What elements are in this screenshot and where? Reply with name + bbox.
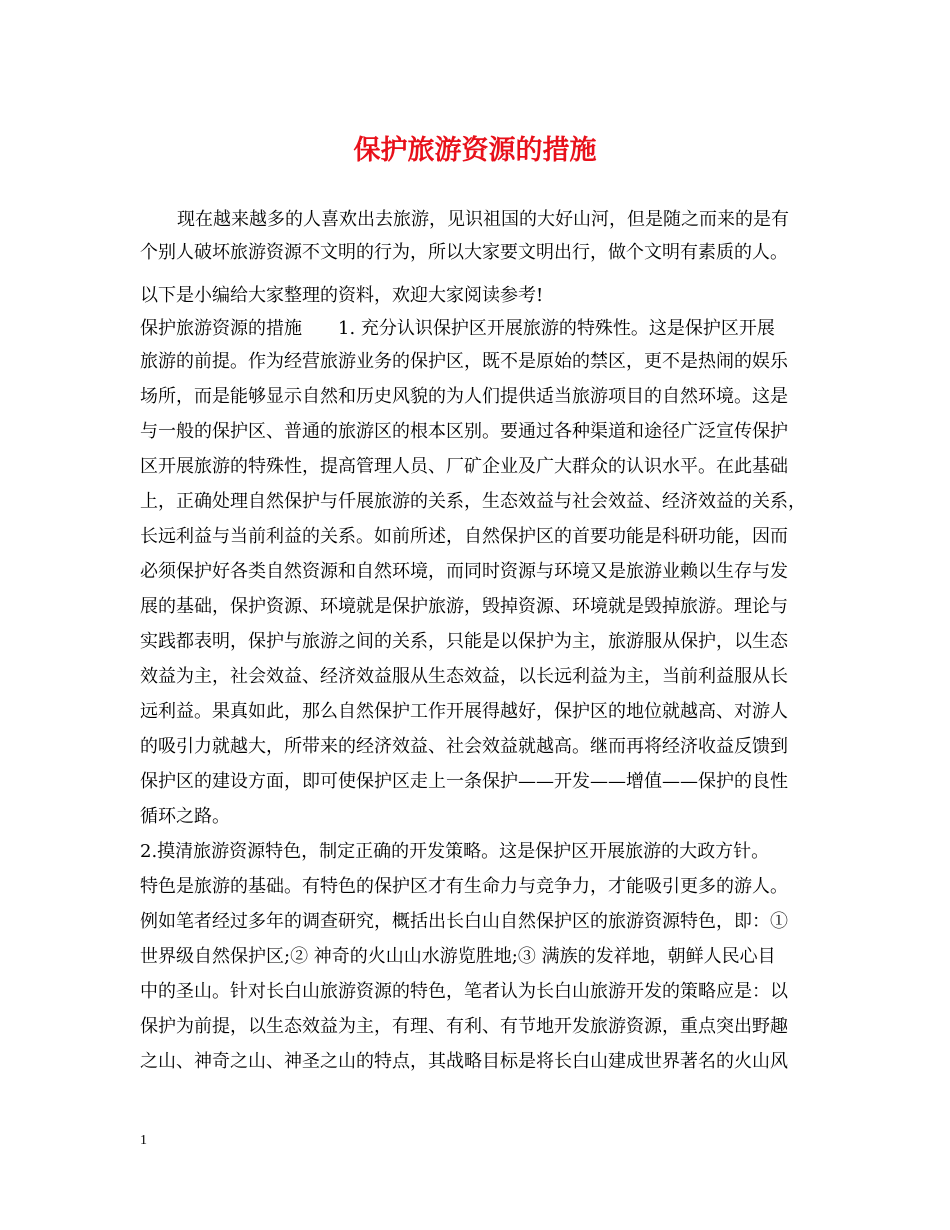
paragraph-line-19: 2.摸清旅游资源特色，制定正确的开发策略。这是保护区开展旅游的大政方针。 [140,841,770,862]
paragraph-line-25: 之山、神奇之山、神圣之山的特点，其战略目标是将长白山建成世界著名的火山风 [140,1051,788,1072]
paragraph-line-24: 保护为前提，以生态效益为主，有理、有利、有节地开发旅游资源，重点突出野趣 [140,1016,788,1037]
paragraph-line-15: 远利益。果真如此，那么自然保护工作开展得越好，保护区的地位就越高、对游人 [140,701,788,722]
page-number: 1 [140,1133,147,1148]
paragraph-line-8: 区开展旅游的特殊性，提高管理人员、厂矿企业及广大群众的认识水平。在此基础 [140,456,788,477]
paragraph-line-17: 保护区的建设方面，即可使保护区走上一条保护——开发——增值——保护的良性 [140,771,788,792]
paragraph-line-7: 与一般的保护区、普通的旅游区的根本区别。要通过各种渠道和途径广泛宣传保护 [140,421,788,442]
paragraph-line-18: 循环之路。 [140,806,230,827]
paragraph-line-4: 保护旅游资源的措施 1. 充分认识保护区开展旅游的特殊性。这是保护区开展 [140,318,775,339]
paragraph-line-13: 实践都表明，保护与旅游之间的关系，只能是以保护为主，旅游服从保护，以生态 [140,631,788,652]
paragraph-line-2: 个别人破坏旅游资源不文明的行为，所以大家要文明出行，做个文明有素质的人。 [140,242,788,263]
paragraph-line-3: 以下是小编给大家整理的资料，欢迎大家阅读参考! [140,285,544,306]
paragraph-line-1: 现在越来越多的人喜欢出去旅游，见识祖国的大好山河，但是随之而来的是有 [177,209,789,230]
paragraph-line-11: 必须保护好各类自然资源和自然环境，而同时资源与环境又是旅游业赖以生存与发 [140,561,788,582]
paragraph-line-6: 场所，而是能够显示自然和历史风貌的为人们提供适当旅游项目的自然环境。这是 [140,386,788,407]
paragraph-line-20: 特色是旅游的基础。有特色的保护区才有生命力与竞争力，才能吸引更多的游人。 [140,876,788,897]
paragraph-line-23: 中的圣山。针对长白山旅游资源的特色，笔者认为长白山旅游开发的策略应是：以 [140,981,788,1002]
paragraph-line-16: 的吸引力就越大，所带来的经济效益、社会效益就越高。继而再将经济收益反馈到 [140,736,788,757]
paragraph-line-14: 效益为主，社会效益、经济效益服从生态效益，以长远利益为主，当前利益服从长 [140,666,788,687]
paragraph-line-12: 展的基础，保护资源、环境就是保护旅游，毁掉资源、环境就是毁掉旅游。理论与 [140,596,788,617]
paragraph-line-21: 例如笔者经过多年的调查研究，概括出长白山自然保护区的旅游资源特色，即：① [140,911,788,932]
paragraph-line-9: 上，正确处理自然保护与仟展旅游的关系，生态效益与社会效益、经济效益的关系， [140,491,806,512]
document-title: 保护旅游资源的措施 [353,135,597,166]
paragraph-line-5: 旅游的前提。作为经营旅游业务的保护区，既不是原始的禁区，更不是热闹的娱乐 [140,351,788,372]
paragraph-line-22: 世界级自然保护区;② 神奇的火山山水游览胜地;③ 满族的发祥地，朝鲜人民心目 [140,946,776,967]
paragraph-line-10: 长远利益与当前利益的关系。如前所述，自然保护区的首要功能是科研功能，因而 [140,526,788,547]
